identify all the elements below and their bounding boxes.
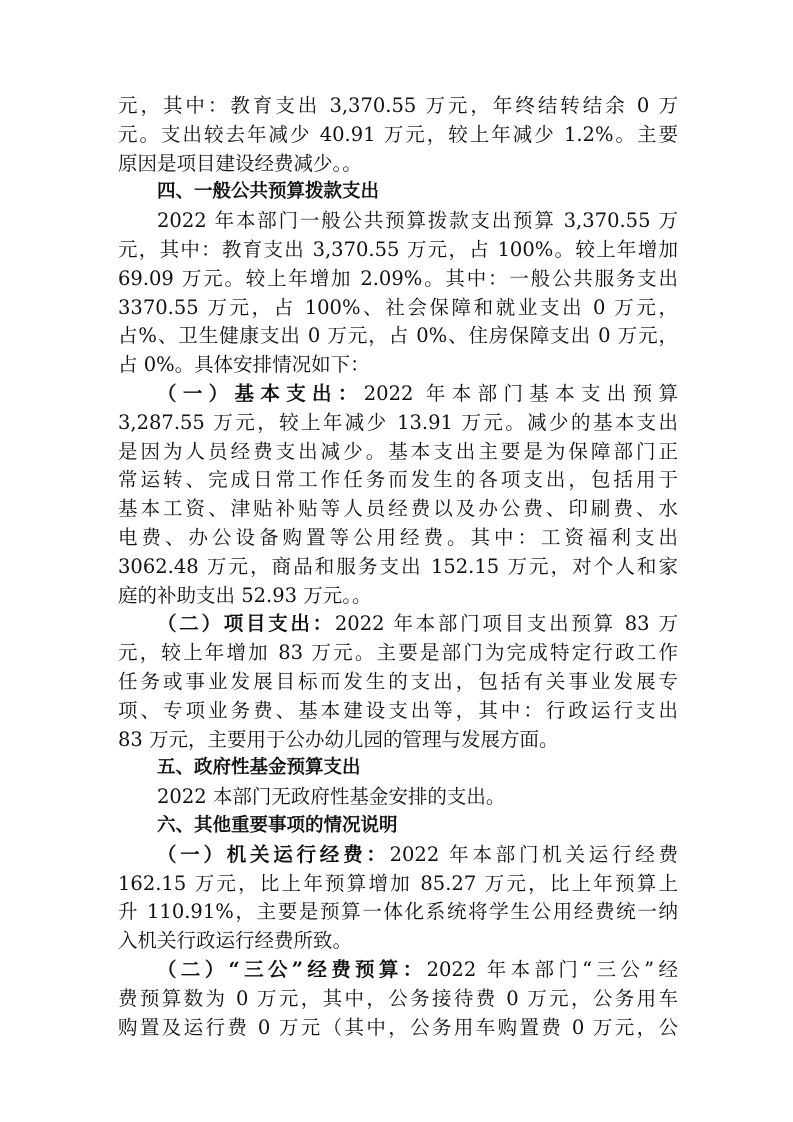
paragraph-line: 基本工资、津贴补贴等人员经费以及办公费、印刷费、水 xyxy=(118,497,678,521)
document-page xyxy=(118,92,678,1042)
paragraph-line: 原因是项目建设经费减少。。 xyxy=(118,151,362,175)
paragraph-line: 升 110.91%，主要是预算一体化系统将学生公用经费统一纳 xyxy=(118,900,678,924)
paragraph-line: 162.15 万元，比上年预算增加 85.27 万元，比上年预算上 xyxy=(118,871,678,895)
paragraph-line xyxy=(118,841,678,870)
paragraph-line: 购置及运行费 0 万元（其中，公务用车购置费 0 万元，公 xyxy=(118,1015,678,1039)
subheading: （一）机关运行经费： xyxy=(157,842,390,866)
section-heading: 四、一般公共预算拨款支出 xyxy=(157,181,380,203)
paragraph-text: 2022 年本部门基本支出预算 xyxy=(363,381,678,405)
paragraph-line: 3,287.55 万元，较上年减少 13.91 万元。减少的基本支出 xyxy=(118,410,678,434)
paragraph-line: 3370.55 万元，占 100%、社会保障和就业支出 0 万元， xyxy=(118,295,678,319)
subheading: （一）基本支出： xyxy=(157,381,364,405)
paragraph-line: 2022 本部门无政府性基金安排的支出。 xyxy=(157,785,506,809)
paragraph-text: 2022 年本部门项目支出预算 83 万 xyxy=(334,612,678,636)
paragraph-line: 2022 年本部门一般公共预算拨款支出预算 3,370.55 万 xyxy=(157,209,678,233)
paragraph-line: 元，其中：教育支出 3,370.55 万元，占 100%。较上年增加 xyxy=(118,237,678,261)
paragraph-line: 占%、卫生健康支出 0 万元，占 0%、住房保障支出 0 万元， xyxy=(118,324,678,348)
paragraph-line xyxy=(118,956,678,985)
paragraph-line: 入机关行政运行经费所致。 xyxy=(118,929,353,953)
section-heading: 六、其他重要事项的情况说明 xyxy=(157,814,398,836)
paragraph-text: 2022 年本部门机关运行经费 xyxy=(389,842,678,866)
paragraph-line: 元。支出较去年减少 40.91 万元，较上年减少 1.2%。主要 xyxy=(118,122,678,146)
paragraph-line: 占 0%。具体安排情况如下： xyxy=(118,353,370,377)
paragraph-line: 69.09 万元。较上年增加 2.09%。其中：一般公共服务支出 xyxy=(118,266,678,290)
paragraph-line: 元，较上年增加 83 万元。主要是部门为完成特定行政工作 xyxy=(118,641,678,665)
subheading: （二）项目支出： xyxy=(157,612,335,636)
paragraph-line xyxy=(118,610,678,639)
paragraph-line: 庭的补助支出 52.93 万元。。 xyxy=(118,583,372,607)
paragraph-line: 费预算数为 0 万元，其中，公务接待费 0 万元，公务用车 xyxy=(118,986,678,1010)
paragraph-line: 是因为人员经费支出减少。基本支出主要是为保障部门正 xyxy=(118,439,678,463)
paragraph-line xyxy=(118,380,678,409)
section-heading: 五、政府性基金预算支出 xyxy=(157,757,361,779)
paragraph-line: 常运转、完成日常工作任务而发生的各项支出，包括用于 xyxy=(118,468,678,492)
paragraph-line: 83 万元，主要用于公办幼儿园的管理与发展方面。 xyxy=(118,727,559,751)
paragraph-text: 2022 年本部门“三公”经 xyxy=(426,957,678,981)
subheading: （二）“三公”经费预算： xyxy=(157,957,427,981)
paragraph-line: 任务或事业发展目标而发生的支出，包括有关事业发展专 xyxy=(118,669,678,693)
paragraph-line: 3062.48 万元，商品和服务支出 152.15 万元，对个人和家 xyxy=(118,554,678,578)
paragraph-line: 电费、办公设备购置等公用经费。其中：工资福利支出 xyxy=(118,525,678,549)
paragraph-line: 项、专项业务费、基本建设支出等，其中：行政运行支出 xyxy=(118,698,678,722)
paragraph-line: 元，其中：教育支出 3,370.55 万元，年终结转结余 0 万 xyxy=(118,94,678,117)
